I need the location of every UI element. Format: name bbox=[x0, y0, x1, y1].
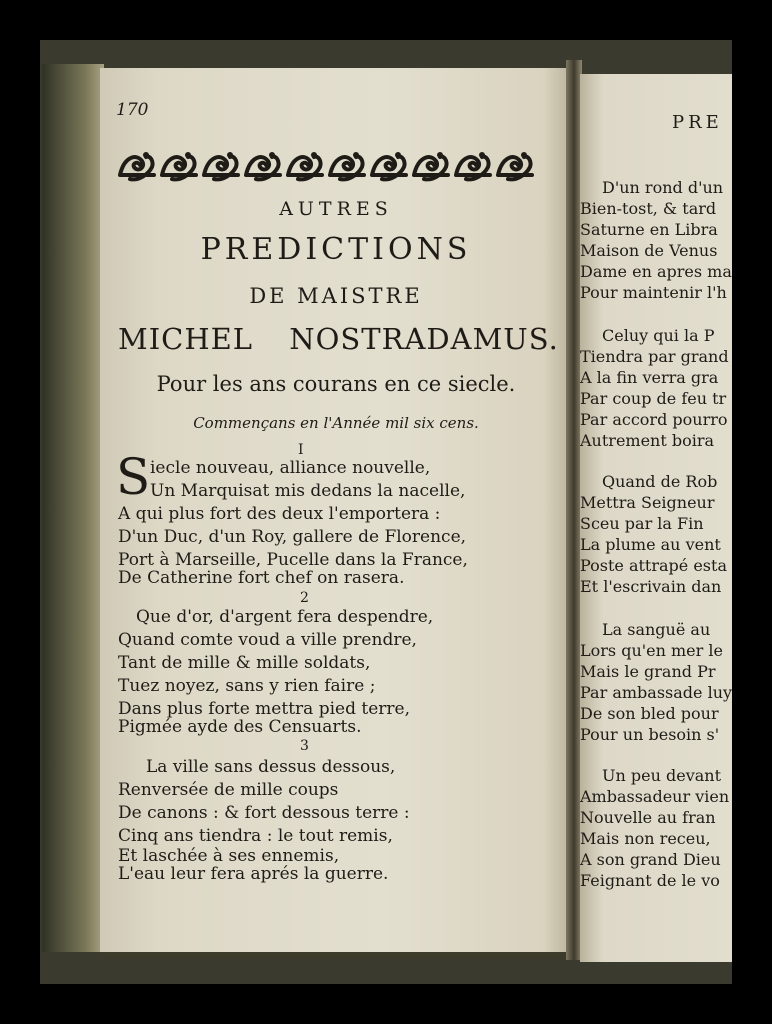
right-verse-line: Et l'escrivain dan bbox=[580, 577, 722, 596]
verse-line: Et laschée à ses ennemis, bbox=[118, 846, 340, 866]
fleuron-icon bbox=[456, 152, 490, 179]
heading-michel-nostradamus: MICHEL NOSTRADAMUS. bbox=[118, 322, 559, 356]
drop-cap: S bbox=[116, 448, 151, 506]
right-verse-line: Un peu devant bbox=[602, 766, 721, 785]
right-page-header: PRE bbox=[672, 112, 723, 133]
right-page bbox=[580, 74, 732, 962]
verse-line: Dans plus forte mettra pied terre, bbox=[118, 699, 410, 719]
right-verse-line: Lors qu'en mer le bbox=[580, 641, 723, 660]
verse-line: Port à Marseille, Pucelle dans la France, bbox=[118, 550, 468, 570]
right-verse-line: Mais non receu, bbox=[580, 829, 711, 848]
right-verse-line: Bien-tost, & tard bbox=[580, 199, 717, 218]
verse-line: D'un Duc, d'un Roy, gallere de Florence, bbox=[118, 527, 467, 547]
fleuron-icon bbox=[414, 152, 448, 179]
ornament-band bbox=[116, 145, 536, 187]
right-verse-line: Sceu par la Fin bbox=[580, 514, 704, 533]
heading-de-maistre: DE MAISTRE bbox=[249, 284, 423, 308]
italic-subtitle: Commençans en l'Année mil six cens. bbox=[193, 414, 479, 432]
right-verse-line: Saturne en Libra bbox=[580, 220, 718, 239]
fleuron-icon bbox=[498, 152, 532, 179]
right-verse-line: Tiendra par grand bbox=[580, 347, 729, 366]
right-verse-line: Feignant de le vo bbox=[580, 871, 720, 890]
heading-predictions: PREDICTIONS bbox=[200, 232, 472, 267]
fleuron-icon bbox=[330, 152, 364, 179]
right-verse-line: De son bled pour bbox=[580, 704, 719, 723]
verse-line: L'eau leur fera aprés la guerre. bbox=[118, 864, 389, 884]
verse-line: Cinq ans tiendra : le tout remis, bbox=[118, 826, 393, 846]
stanza-number: I bbox=[298, 442, 304, 458]
fleuron-icon bbox=[372, 152, 406, 179]
verse-line: Que d'or, d'argent fera despendre, bbox=[136, 607, 434, 627]
right-verse-line: Mais le grand Pr bbox=[580, 662, 716, 681]
verse-line: Tuez noyez, sans y rien faire ; bbox=[118, 676, 376, 696]
right-verse-line: La sanguë au bbox=[602, 620, 711, 639]
right-verse-line: Nouvelle au fran bbox=[580, 808, 716, 827]
right-verse-line: Dame en apres ma bbox=[580, 262, 732, 281]
right-verse-line: Ambassadeur vien bbox=[580, 787, 730, 806]
verse-line: Tant de mille & mille soldats, bbox=[118, 653, 371, 673]
stanza-number: 2 bbox=[300, 590, 309, 606]
right-verse-line: Par coup de feu tr bbox=[580, 389, 727, 408]
fleuron-icon bbox=[120, 152, 154, 179]
verse-line: Un Marquisat mis dedans la nacelle, bbox=[150, 481, 466, 501]
right-verse-line: Maison de Venus bbox=[580, 241, 718, 260]
verse-line: iecle nouveau, alliance nouvelle, bbox=[150, 458, 431, 478]
right-verse-line: Pour maintenir l'h bbox=[580, 283, 727, 302]
subtitle: Pour les ans courans en ce siecle. bbox=[156, 372, 516, 396]
verse-line: De Catherine fort chef on rasera. bbox=[118, 568, 405, 588]
right-verse-line: Quand de Rob bbox=[602, 472, 718, 491]
fleuron-icon bbox=[162, 152, 196, 179]
fleuron-icon bbox=[246, 152, 280, 179]
right-verse-line: Autrement boira bbox=[580, 431, 715, 450]
verse-line: Renversée de mille coups bbox=[118, 780, 339, 800]
page-number: 170 bbox=[116, 100, 149, 120]
verse-line: La ville sans dessus dessous, bbox=[146, 757, 396, 777]
fleuron-icon bbox=[288, 152, 322, 179]
right-verse-line: Par ambassade luy bbox=[580, 683, 732, 702]
heading-autres: AUTRES bbox=[279, 198, 393, 220]
right-verse-line: Par accord pourro bbox=[580, 410, 728, 429]
right-verse-line: La plume au vent bbox=[580, 535, 721, 554]
right-verse-line: D'un rond d'un bbox=[602, 178, 724, 197]
verse-line: A qui plus fort des deux l'emportera : bbox=[118, 504, 441, 524]
verse-line: De canons : & fort dessous terre : bbox=[118, 803, 410, 823]
right-verse-line: Poste attrapé esta bbox=[580, 556, 727, 575]
right-verse-line: A son grand Dieu bbox=[580, 850, 721, 869]
right-verse-line: Pour un besoin s' bbox=[580, 725, 720, 744]
fleuron-icon bbox=[204, 152, 238, 179]
verse-line: Quand comte voud a ville prendre, bbox=[118, 630, 417, 650]
stanza-number: 3 bbox=[300, 738, 309, 754]
right-verse-line: Celuy qui la P bbox=[602, 326, 715, 345]
verse-line: Pigmée ayde des Censuarts. bbox=[118, 717, 362, 737]
right-verse-line: Mettra Seigneur bbox=[580, 493, 715, 512]
right-verse-line: A la fin verra gra bbox=[580, 368, 719, 387]
page-edges bbox=[42, 64, 104, 952]
